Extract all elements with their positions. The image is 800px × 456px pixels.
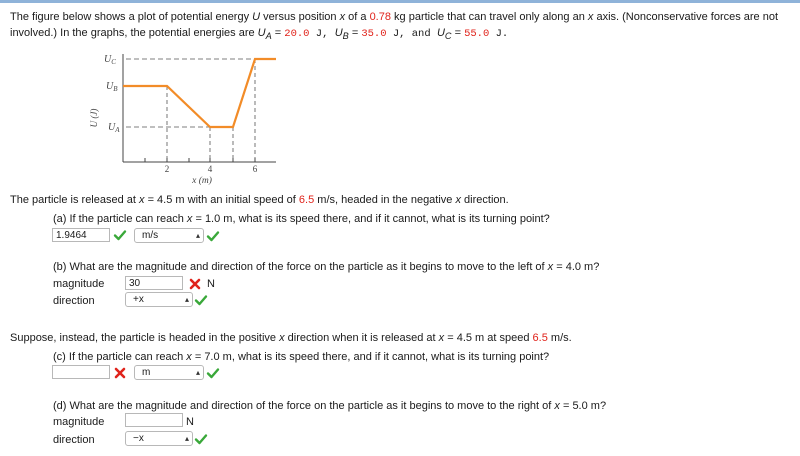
direction-label-d: direction <box>53 434 95 446</box>
correct-check-icon <box>194 432 208 446</box>
correct-check-icon <box>194 293 208 307</box>
answer-a-input[interactable]: 1.9464 <box>52 228 110 242</box>
direction-select-b[interactable]: +x ▴ <box>125 292 193 307</box>
unit-select-a[interactable]: m/s ▴ <box>134 228 204 243</box>
uc-value: 55.0 <box>464 28 490 40</box>
magnitude-unit-b: N <box>207 278 215 290</box>
magnitude-input-d[interactable] <box>125 413 183 427</box>
unit-select-c[interactable]: m ▴ <box>134 365 204 380</box>
suppose-statement: Suppose, instead, the particle is headed in the positive x direction when it is released at x = 4.5 m at speed 6.5 m/s. <box>10 332 572 344</box>
question-a: (a) If the particle can reach x = 1.0 m, what is its speed there, and if it cannot, what is its turning point? <box>53 213 550 225</box>
incorrect-x-icon <box>188 277 202 291</box>
x-tick-6: 6 <box>252 164 258 174</box>
potential-curve <box>123 59 276 127</box>
potential-energy-graph <box>84 50 284 190</box>
x-tick-2: 2 <box>164 164 170 174</box>
direction-select-d[interactable]: −x ▴ <box>125 431 193 446</box>
x-tick-4: 4 <box>207 164 213 174</box>
magnitude-input-b[interactable]: 30 <box>125 276 183 290</box>
select-arrows-icon: ▴ <box>195 368 200 377</box>
label-ub: $U_B$ <box>106 81 118 93</box>
magnitude-label-d: magnitude <box>53 416 105 428</box>
x-axis-label: x (m) <box>192 176 212 186</box>
mass-value: 0.78 <box>369 11 391 23</box>
incorrect-x-icon <box>113 366 127 380</box>
problem-intro: The figure below shows a plot of potential energy U versus position x of a 0.78 kg particle that can travel only along an x axis. (Nonconservative forces are not involved.) In the graphs, the potential energies are $U_A = 20.0$ J, $U_B = 35.0$ J, and $U_C = 55.0$ J. <box>10 11 779 42</box>
suppose-speed: 6.5 <box>532 332 548 344</box>
select-arrows-icon: ▴ <box>184 295 189 304</box>
release-statement: The particle is released at x = 4.5 m with an initial speed of 6.5 m/s, headed in the negative x direction. <box>10 194 509 206</box>
select-arrows-icon: ▴ <box>195 231 200 240</box>
top-border <box>0 0 800 3</box>
label-ua: $U_A$ <box>108 122 120 134</box>
correct-check-icon <box>206 366 220 380</box>
answer-c-input[interactable] <box>52 365 110 379</box>
question-d: (d) What are the magnitude and direction of the force on the particle as it begins to move to the right of x = 5.0 m? <box>53 400 607 412</box>
y-axis-label: U (J) <box>89 108 99 128</box>
direction-label-b: direction <box>53 295 95 307</box>
label-uc: $U_C$ <box>104 54 116 66</box>
correct-check-icon <box>113 228 127 242</box>
question-b: (b) What are the magnitude and direction of the force on the particle as it begins to move to the left of x = 4.0 m? <box>53 261 600 273</box>
ub-value: 35.0 <box>361 28 387 40</box>
release-speed: 6.5 <box>298 194 315 206</box>
magnitude-label-b: magnitude <box>53 278 105 290</box>
ua-value: 20.0 <box>284 28 310 40</box>
correct-check-icon <box>206 229 220 243</box>
select-arrows-icon: ▴ <box>184 434 189 443</box>
magnitude-unit-d: N <box>186 416 194 428</box>
question-c: (c) If the particle can reach x = 7.0 m, what is its speed there, and if it cannot, what is its turning point? <box>53 351 550 363</box>
